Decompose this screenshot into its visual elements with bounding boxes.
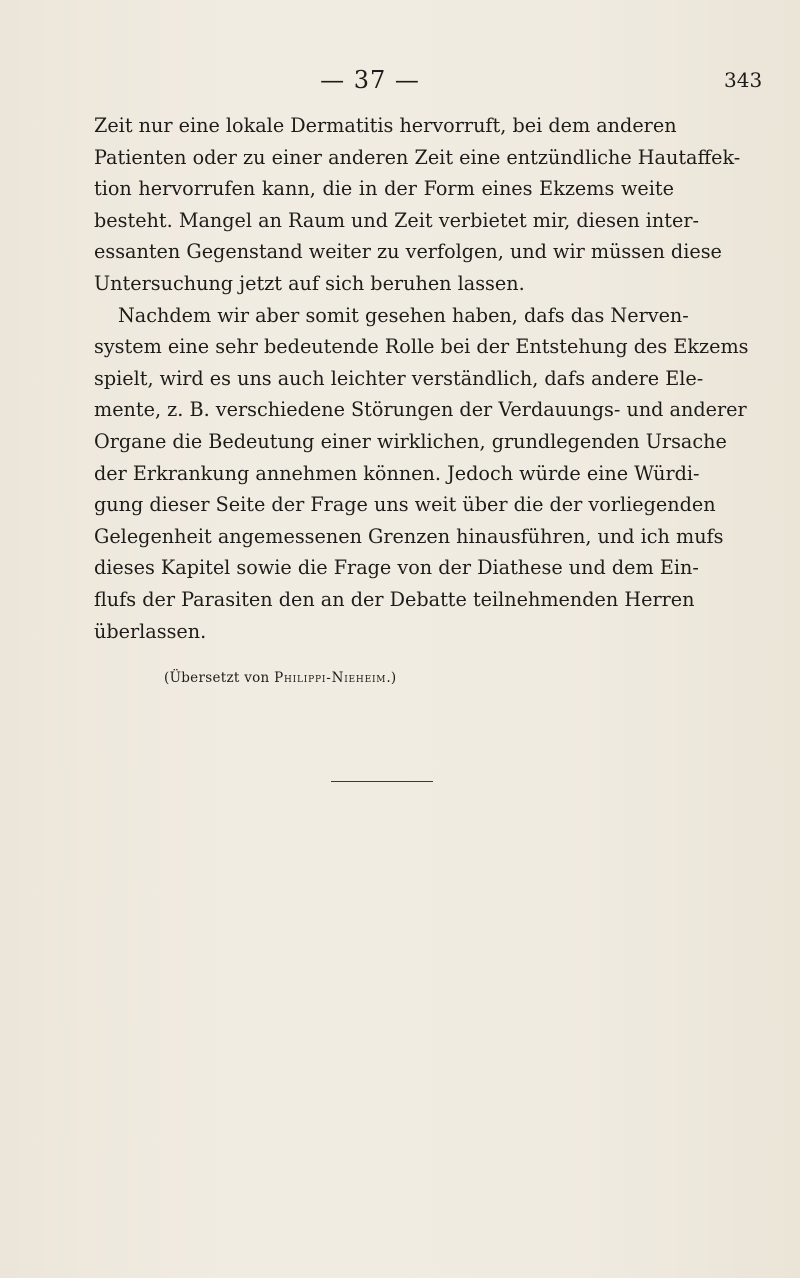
body-text — [94, 110, 749, 647]
translator-suffix: .) — [386, 670, 397, 686]
text-line: gung dieser Seite der Frage uns weit über die der vorliegenden — [94, 493, 716, 517]
text-line: Zeit nur eine lokale Dermatitis hervorruft, bei dem anderen — [94, 114, 677, 137]
text-line: dieses Kapitel sowie die Frage von der Diathese und dem Ein- — [94, 556, 699, 580]
page-number: — 37 — — [320, 66, 420, 94]
text-line: Gelegenheit angemessenen Grenzen hinausführen, und ich mufs — [94, 524, 724, 548]
page-number-alt: 343 — [724, 68, 763, 92]
text-line: flufs der Parasiten den an der Debatte teilnehmenden Herren — [94, 587, 695, 611]
text-line: Nachdem wir aber somit gesehen haben, dafs das Nerven- — [118, 303, 689, 327]
page-header — [0, 60, 800, 100]
text-line: Organe die Bedeutung einer wirklichen, grundlegenden Ursache — [94, 429, 727, 453]
translator-credit — [164, 670, 664, 686]
text-line: spielt, wird es uns auch leichter verständlich, dafs andere Ele- — [94, 366, 704, 390]
text-line: Patienten oder zu einer anderen Zeit eine entzündliche Hautaffek- — [94, 145, 741, 169]
section-divider — [331, 781, 433, 782]
text-line: überlassen. — [94, 619, 207, 643]
translator-prefix: (Übersetzt von — [164, 670, 275, 686]
text-line: Untersuchung jetzt auf sich beruhen lassen. — [94, 271, 525, 295]
text-line: essanten Gegenstand weiter zu verfolgen, und wir müssen diese — [94, 240, 722, 264]
text-line: system eine sehr bedeutende Rolle bei der Entstehung des Ekzems — [94, 335, 749, 359]
text-line: der Erkrankung annehmen können. Jedoch würde eine Würdi- — [94, 461, 700, 485]
text-line: besteht. Mangel an Raum und Zeit verbietet mir, diesen inter- — [94, 208, 699, 232]
text-line: tion hervorrufen kann, die in der Form eines Ekzems weite — [94, 177, 674, 201]
translator-name: Philippi-Nieheim — [274, 670, 387, 686]
text-line: mente, z. B. verschiedene Störungen der Verdauungs- und anderer — [94, 398, 747, 422]
